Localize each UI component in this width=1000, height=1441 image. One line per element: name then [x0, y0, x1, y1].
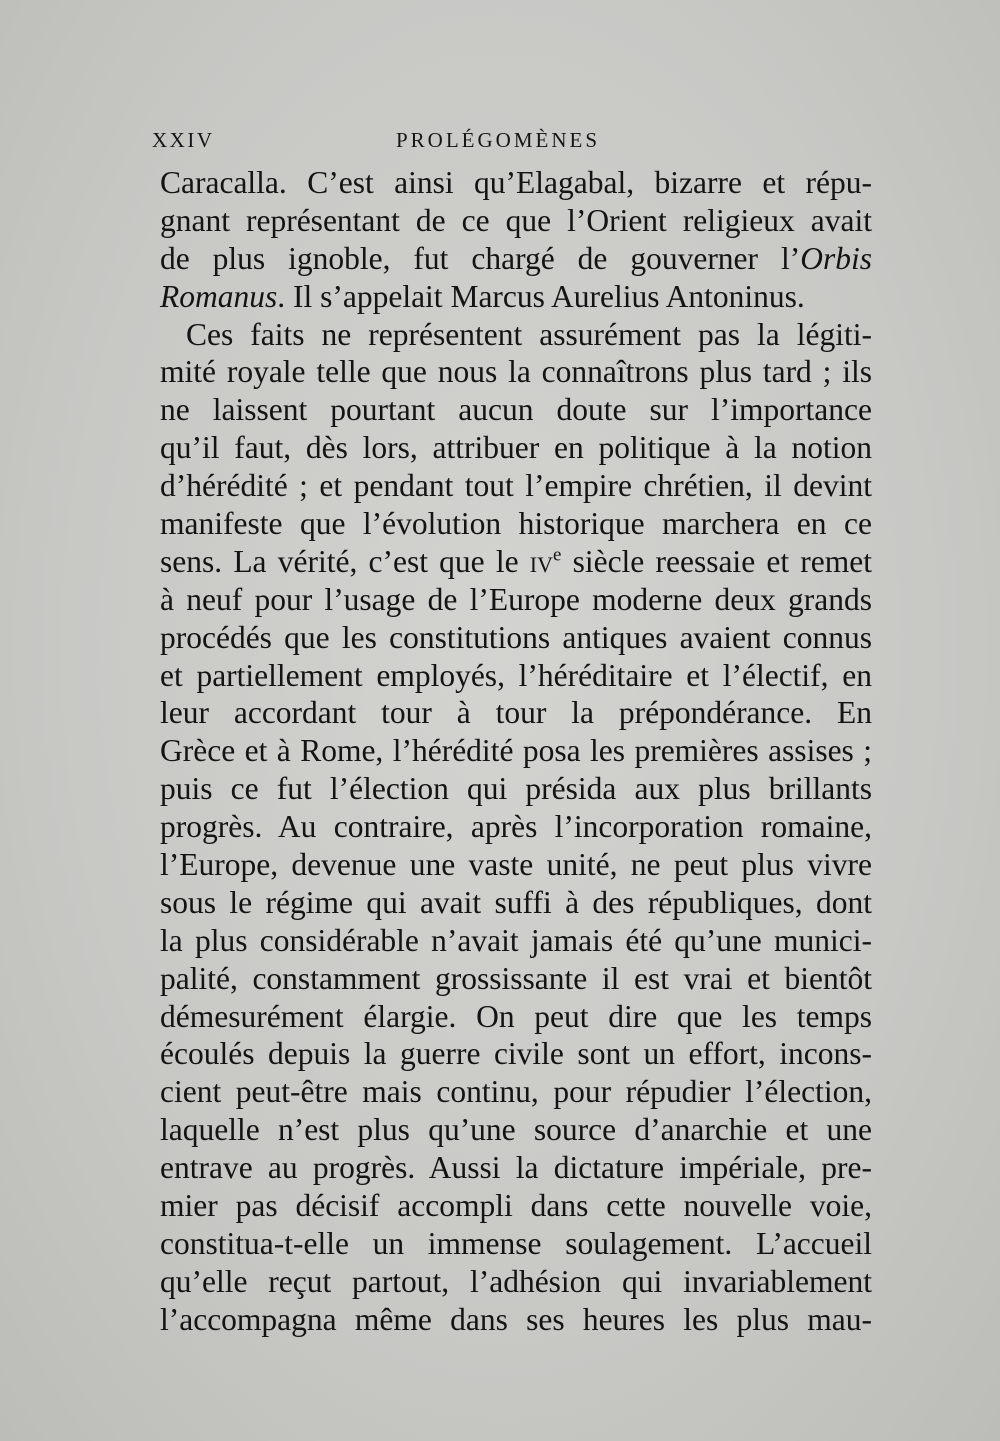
text-line: ne laissent pourtant aucun doute sur l’importance — [160, 392, 872, 428]
text-line: mier pas décisif accompli dans cette nouvelle voie, — [160, 1188, 872, 1224]
text-line: gnant représentant de ce que l’Orient religieux avait — [160, 202, 872, 238]
body-text — [160, 164, 872, 1339]
text-line: entrave au progrès. Aussi la dictature impériale, pre- — [160, 1150, 872, 1186]
text-line: leur accordant tour à tour la prépondérance. En — [160, 695, 872, 731]
century-numeral: iv — [529, 543, 553, 579]
text-line: constitua-t-elle un immense soulagement. L’accueil — [160, 1225, 872, 1261]
text-line — [160, 240, 872, 278]
text-line: écoulés depuis la guerre civile sont un effort, incons- — [160, 1036, 872, 1072]
page-number: XXIV — [152, 128, 215, 152]
text-line: qu’elle reçut partout, l’adhésion qui invariablement — [160, 1263, 872, 1299]
text-run: de plus ignoble, fut chargé de gouverner l’ — [160, 240, 801, 276]
text-run: sens. La vérité, c’est que le — [160, 543, 530, 579]
text-line: laquelle n’est plus qu’une source d’anarchie et une — [160, 1112, 872, 1148]
text-line: manifeste que l’évolution historique marchera en ce — [160, 506, 872, 542]
text-line: d’hérédité ; et pendant tout l’empire chrétien, il devint — [160, 468, 872, 504]
text-line: et partiellement employés, l’héréditaire et l’électif, en — [160, 657, 872, 693]
paragraph-start-line: Ces faits ne représentent assurément pas la légiti- — [186, 316, 872, 352]
text-line: mité royale telle que nous la connaîtrons plus tard ; ils — [160, 354, 872, 390]
text-line: sous le régime qui avait suffi à des républiques, dont — [160, 884, 872, 920]
text-run: siècle reessaie et remet — [561, 543, 872, 579]
text-line: Caracalla. C’est ainsi qu’Elagabal, bizarre et répu- — [160, 165, 872, 200]
text-line: à neuf pour l’usage de l’Europe moderne deux grands — [160, 581, 872, 617]
text-line: cient peut-être mais continu, pour répudier l’élection, — [160, 1074, 872, 1110]
paragraph-end-line — [160, 278, 872, 316]
running-title: PROLÉGOMÈNES — [396, 128, 601, 152]
text-line: progrès. Au contraire, après l’incorporation romaine, — [160, 809, 872, 845]
text-line: la plus considérable n’avait jamais été qu’une munici- — [160, 922, 872, 958]
italic-phrase: Orbis — [800, 240, 872, 276]
italic-phrase: Romanus — [160, 278, 278, 314]
text-line: procédés que les constitutions antiques avaient connus — [160, 619, 872, 655]
superscript: e — [553, 544, 562, 566]
text-line: Grèce et à Rome, l’hérédité posa les premières assises ; — [160, 733, 872, 769]
text-line: l’Europe, devenue une vaste unité, ne peut plus vivre — [160, 847, 872, 883]
text-run: . Il s’appelait Marcus Aurelius Antoninus. — [277, 278, 805, 314]
text-line: palité, constamment grossissante il est vrai et bientôt — [160, 960, 872, 996]
running-head — [152, 128, 858, 158]
text-line: qu’il faut, dès lors, attribuer en politique à la notion — [160, 430, 872, 466]
text-line: démesurément élargie. On peut dire que les temps — [160, 998, 872, 1034]
text-line — [160, 543, 872, 581]
text-line: l’accompagna même dans ses heures les plus mau- — [160, 1301, 872, 1337]
text-line: puis ce fut l’élection qui présida aux plus brillants — [160, 771, 872, 807]
